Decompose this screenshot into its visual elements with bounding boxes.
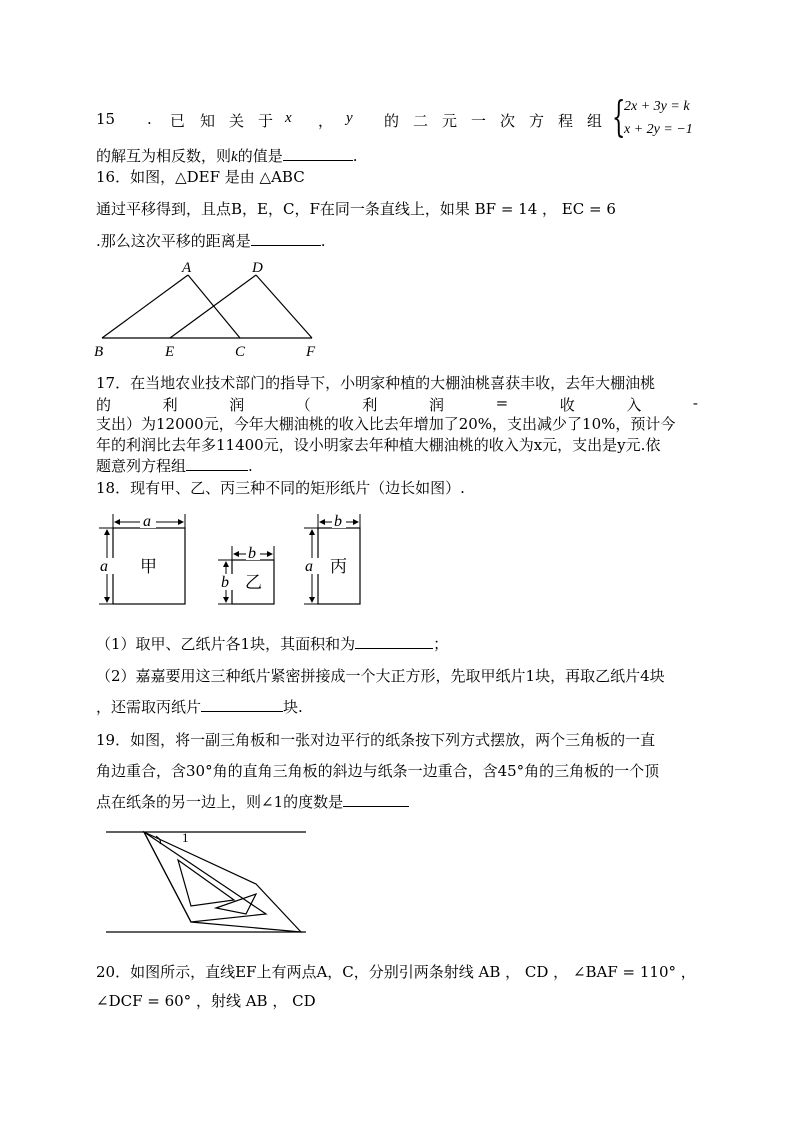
q15-char: 次 [500, 112, 516, 130]
q15-system-brace: { [612, 92, 626, 141]
label-c: C [235, 344, 246, 360]
q18-text: ，还需取丙纸片 [96, 698, 202, 716]
q15-line-2 [96, 145, 357, 166]
q17-line-2 [96, 394, 698, 415]
q15-equation-2: x + 2y = −1 [624, 122, 693, 137]
q19-text: 点在纸条的另一边上，则∠1的度数是 [96, 793, 344, 811]
side-ab [102, 275, 188, 338]
q17-end: . [248, 457, 253, 475]
q16-line-3 [96, 230, 326, 251]
q15-char: 程 [558, 112, 574, 130]
label-e: E [165, 344, 175, 360]
set-square-45-inner [216, 894, 256, 914]
q17-word: 润 [428, 396, 444, 414]
side-df [256, 275, 312, 338]
q17-line-3: 支出）为12000元，今年大棚油桃的收入比去年增加了20%，支出减少了10%，预计今 [96, 415, 676, 433]
translation-figure [90, 256, 330, 360]
q15-char: 元 [442, 112, 458, 130]
card-jia-name: 甲 [140, 557, 157, 576]
q19-line-1: 19．如图，将一副三角板和一张对边平行的纸条按下列方式摆放，两个三角板的一直 [96, 731, 656, 749]
q16-text: .那么这次平移的距离是 [96, 232, 251, 250]
card-yi-top-label: b [248, 545, 256, 562]
q18-text: ； [433, 635, 449, 653]
q15-text: 的解互为相反数，则 [96, 147, 232, 165]
q17-word: （ [295, 396, 311, 414]
q17-text: 题意列方程组 [96, 457, 187, 475]
q16-end: . [320, 232, 326, 250]
card-jia-side-label: a [100, 558, 108, 575]
set-squares-figure [96, 822, 316, 938]
q17-word: 利 [362, 396, 378, 414]
q17-word: 的 [96, 396, 112, 414]
q15-char: 组 [587, 112, 603, 130]
q16-answer-blank[interactable] [251, 230, 321, 246]
q15-var-k: k [231, 149, 238, 165]
card-bing-side-label: a [305, 558, 313, 575]
q15-end: . [352, 147, 358, 165]
label-b: B [94, 344, 104, 360]
card-bing-top-label: b [334, 513, 342, 530]
q18-sub-1 [96, 633, 448, 654]
q20-line-2: ∠DCF = 60° ，射线 AB ， CD [96, 992, 316, 1010]
q19-line-3 [96, 791, 409, 812]
card-yi [218, 545, 274, 604]
label-f: F [306, 344, 316, 360]
q15-char: 关 [229, 112, 245, 130]
q15-text: 的值是 [237, 147, 283, 165]
q15-char: 方 [529, 112, 545, 130]
q15-char: 知 [200, 112, 216, 130]
q17-line-1: 17．在当地农业技术部门的指导下，小明家种植的大棚油桃喜获丰收，去年大棚油桃 [96, 374, 656, 392]
q18-text: （1）取甲、乙纸片各1块，其面积和为 [96, 635, 356, 653]
q18-line-1: 18．现有甲、乙、丙三种不同的矩形纸片（边长如图）. [96, 479, 465, 497]
q15-equation-1: 2x + 3y = k [624, 99, 690, 114]
q15-var-y: y [346, 110, 353, 126]
card-bing-name: 丙 [330, 557, 347, 576]
q15-char: 已 [170, 112, 186, 130]
q15-char: 的 [384, 112, 400, 130]
q15-char: 二 [413, 112, 429, 130]
q17-line-4: 年的利润比去年多11400元，设小明家去年种植大棚油桃的收入为x元，支出是y元.依 [96, 436, 661, 454]
q15-answer-blank[interactable] [283, 145, 353, 161]
q17-line-5 [96, 455, 253, 476]
q20-line-1: 20．如图所示，直线EF上有两点A，C，分别引两条射线 AB ， CD ， ∠BAF = 110° ， [96, 963, 696, 981]
q16-line-1: 16．如图，△DEF 是由 △ABC [96, 168, 305, 186]
card-yi-side-label: b [221, 574, 229, 591]
q19-answer-blank[interactable] [343, 791, 409, 807]
q18-sub-2-line-1: （2）嘉嘉要用这三种纸片紧密拼接成一个大正方形，先取甲纸片1块，再取乙纸片4块 [96, 667, 665, 685]
set-square-45 [144, 832, 301, 932]
q18-sub1-answer-blank[interactable] [355, 633, 433, 649]
q16-line-2: 通过平移得到，且点B，E，C，F在同一条直线上，如果 BF = 14 ， EC = 6 [96, 200, 616, 218]
q19-line-2: 角边重合，含30°角的直角三角板的斜边与纸条一边重合，含45°角的三角板的一个顶 [96, 762, 660, 780]
q17-word: 收 [559, 396, 575, 414]
card-yi-name: 乙 [245, 573, 262, 592]
q17-word: 入 [626, 396, 642, 414]
q18-text: 块. [283, 698, 303, 716]
side-de [170, 275, 256, 338]
q15-dot: . [147, 110, 152, 128]
paper-cards-figure [96, 512, 376, 608]
q18-sub-2-line-2 [96, 696, 303, 717]
card-jia-top-label: a [143, 513, 151, 530]
q15-char: 一 [471, 112, 487, 130]
q15-comma: ， [318, 112, 334, 130]
q17-answer-blank[interactable] [186, 455, 248, 471]
q15-number: 15 [96, 110, 116, 128]
q15-var-x: x [285, 110, 292, 126]
card-bing [304, 513, 360, 604]
label-d: D [252, 260, 263, 276]
label-a: A [182, 260, 192, 276]
q15-char: 于 [258, 112, 274, 130]
q17-word: - [692, 394, 698, 412]
angle-1-label: 1 [182, 830, 189, 845]
q17-word: = [495, 394, 509, 412]
q17-word: 润 [229, 396, 245, 414]
q17-word: 利 [162, 396, 178, 414]
card-jia [99, 513, 185, 604]
set-square-30 [144, 832, 266, 922]
q18-sub2-answer-blank[interactable] [201, 696, 283, 712]
